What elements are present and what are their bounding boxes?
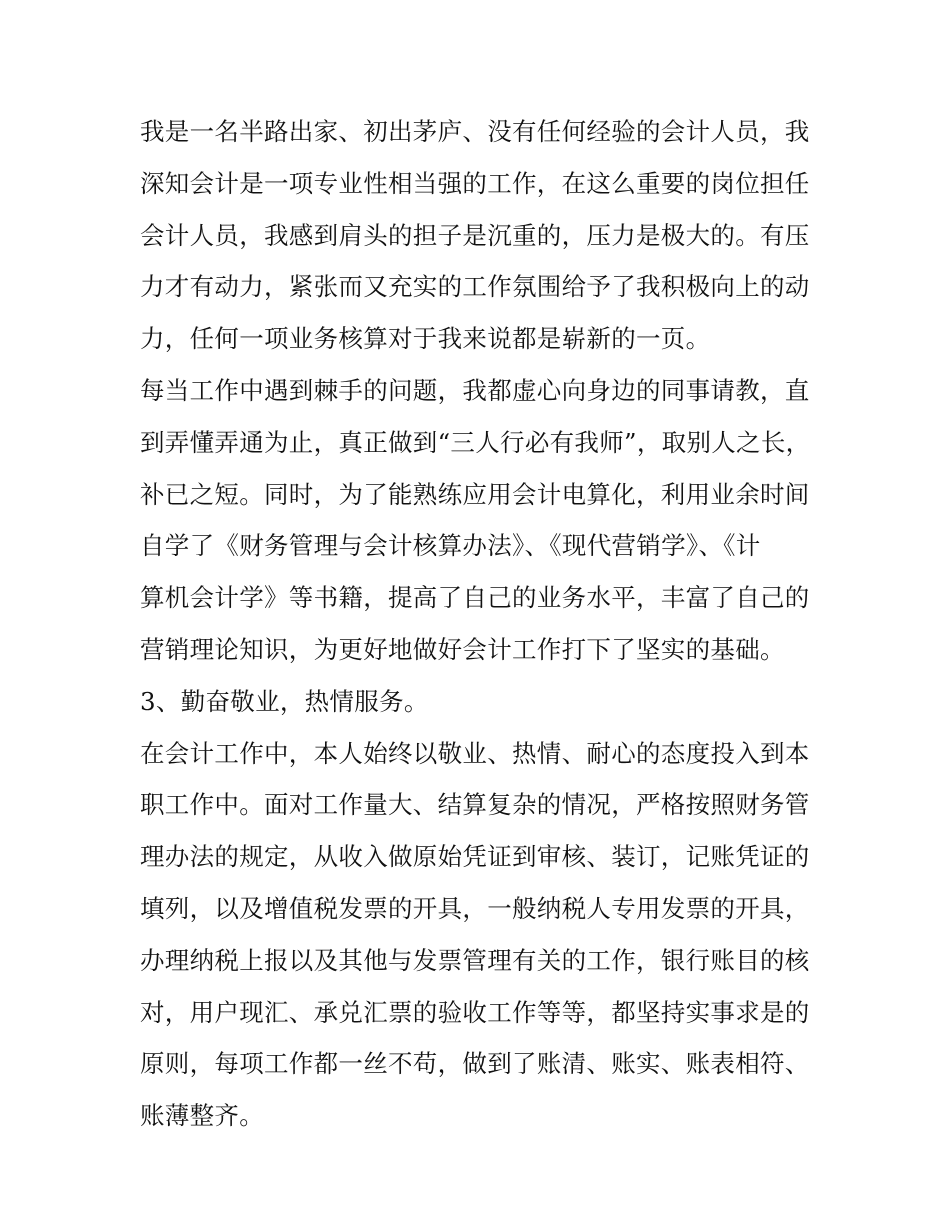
text-line: 理办法的规定，从收入做原始凭证到审核、装订，记账凭证的 — [140, 842, 810, 872]
document-body — [140, 106, 820, 1142]
text-line: 补已之短。同时，为了能熟练应用会计电算化，利用业余时间 — [140, 479, 810, 509]
text-line: 自学了《财务管理与会计核算办法》、《现代营销学》、《计 — [140, 531, 761, 561]
text-line: 职工作中。面对工作量大、结算复杂的情况，严格按照财务管 — [140, 790, 810, 820]
text-line: 会计人员，我感到肩头的担子是沉重的，压力是极大的。有压 — [140, 220, 810, 250]
text-line: 营销理论知识，为更好地做好会计工作打下了坚实的基础。 — [140, 634, 785, 664]
text-line: 算机会计学》等书籍，提高了自己的业务水平，丰富了自己的 — [140, 583, 810, 613]
text-line: 每当工作中遇到棘手的问题，我都虚心向身边的同事请教，直 — [140, 375, 810, 405]
text-line: 到弄懂弄通为止，真正做到“三人行必有我师”，取别人之长， — [140, 427, 811, 457]
text-line: 对，用户现汇、承兑汇票的验收工作等等，都坚持实事求是的 — [140, 997, 810, 1027]
text-line: 力，任何一项业务核算对于我来说都是崭新的一页。 — [140, 324, 711, 354]
section-heading: 3、勤奋敬业，热情服务。 — [140, 686, 429, 716]
text-line: 在会计工作中，本人始终以敬业、热情、耐心的态度投入到本 — [140, 738, 810, 768]
text-line: 账薄整齐。 — [140, 1101, 264, 1131]
text-line: 办理纳税上报以及其他与发票管理有关的工作，银行账目的核 — [140, 945, 810, 975]
text-line: 深知会计是一项专业性相当强的工作，在这么重要的岗位担任 — [140, 168, 810, 198]
text-line: 我是一名半路出家、初出茅庐、没有任何经验的会计人员，我 — [140, 117, 810, 146]
text-line: 填列，以及增值税发票的开具，一般纳税人专用发票的开具， — [140, 893, 810, 923]
text-line: 力才有动力，紧张而又充实的工作氛围给予了我积极向上的动 — [140, 272, 810, 302]
text-line: 原则，每项工作都一丝不苟，做到了账清、账实、账表相符、 — [140, 1049, 810, 1079]
